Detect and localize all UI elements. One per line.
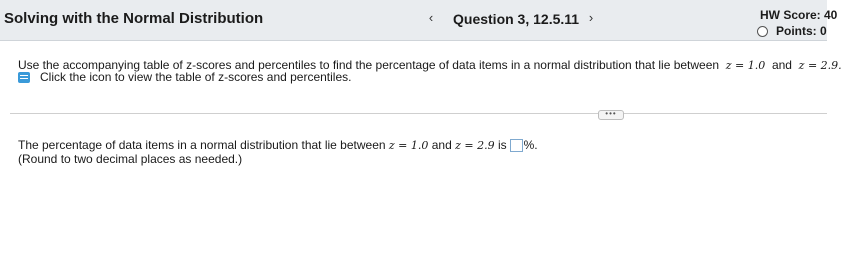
chevron-right-icon[interactable]: ›	[588, 10, 594, 25]
question-label: Question 3, 12.5.11	[453, 11, 580, 27]
points-circle-icon	[757, 26, 768, 37]
table-link[interactable]	[18, 70, 351, 84]
question-header	[0, 0, 838, 41]
and-word: and	[771, 58, 792, 72]
answer-input[interactable]	[510, 139, 523, 152]
chevron-left-icon[interactable]: ‹	[428, 10, 434, 25]
table-link-text: Click the icon to view the table of z-scores and percentiles.	[40, 70, 352, 84]
homework-title: Solving with the Normal Distribution	[4, 10, 264, 27]
table-icon[interactable]	[18, 72, 30, 83]
answer-z2-value: z = 2.9	[455, 138, 495, 152]
z1-value: z = 1.0	[725, 59, 766, 72]
rounding-instruction: (Round to two decimal places as needed.)	[18, 152, 243, 166]
points-indicator	[757, 24, 827, 38]
answer-text-body: The percentage of data items in a normal distribution that lie between	[18, 138, 386, 152]
answer-and-word: and	[431, 138, 452, 152]
more-options-button[interactable]: •••	[598, 110, 624, 120]
answer-z1-value: z = 1.0	[388, 138, 429, 152]
z2-value: z = 2.9.	[798, 59, 842, 72]
percent-suffix: %.	[523, 138, 538, 152]
answer-line	[18, 138, 538, 152]
hw-score: HW Score: 40	[760, 8, 838, 22]
question-text-body: Use the accompanying table of z-scores and percentiles to find the percentage of data items in a normal distribution that lie between	[18, 58, 720, 72]
answer-is-word: is	[497, 138, 507, 152]
points-label: Points: 0	[776, 24, 827, 38]
divider	[10, 113, 827, 114]
